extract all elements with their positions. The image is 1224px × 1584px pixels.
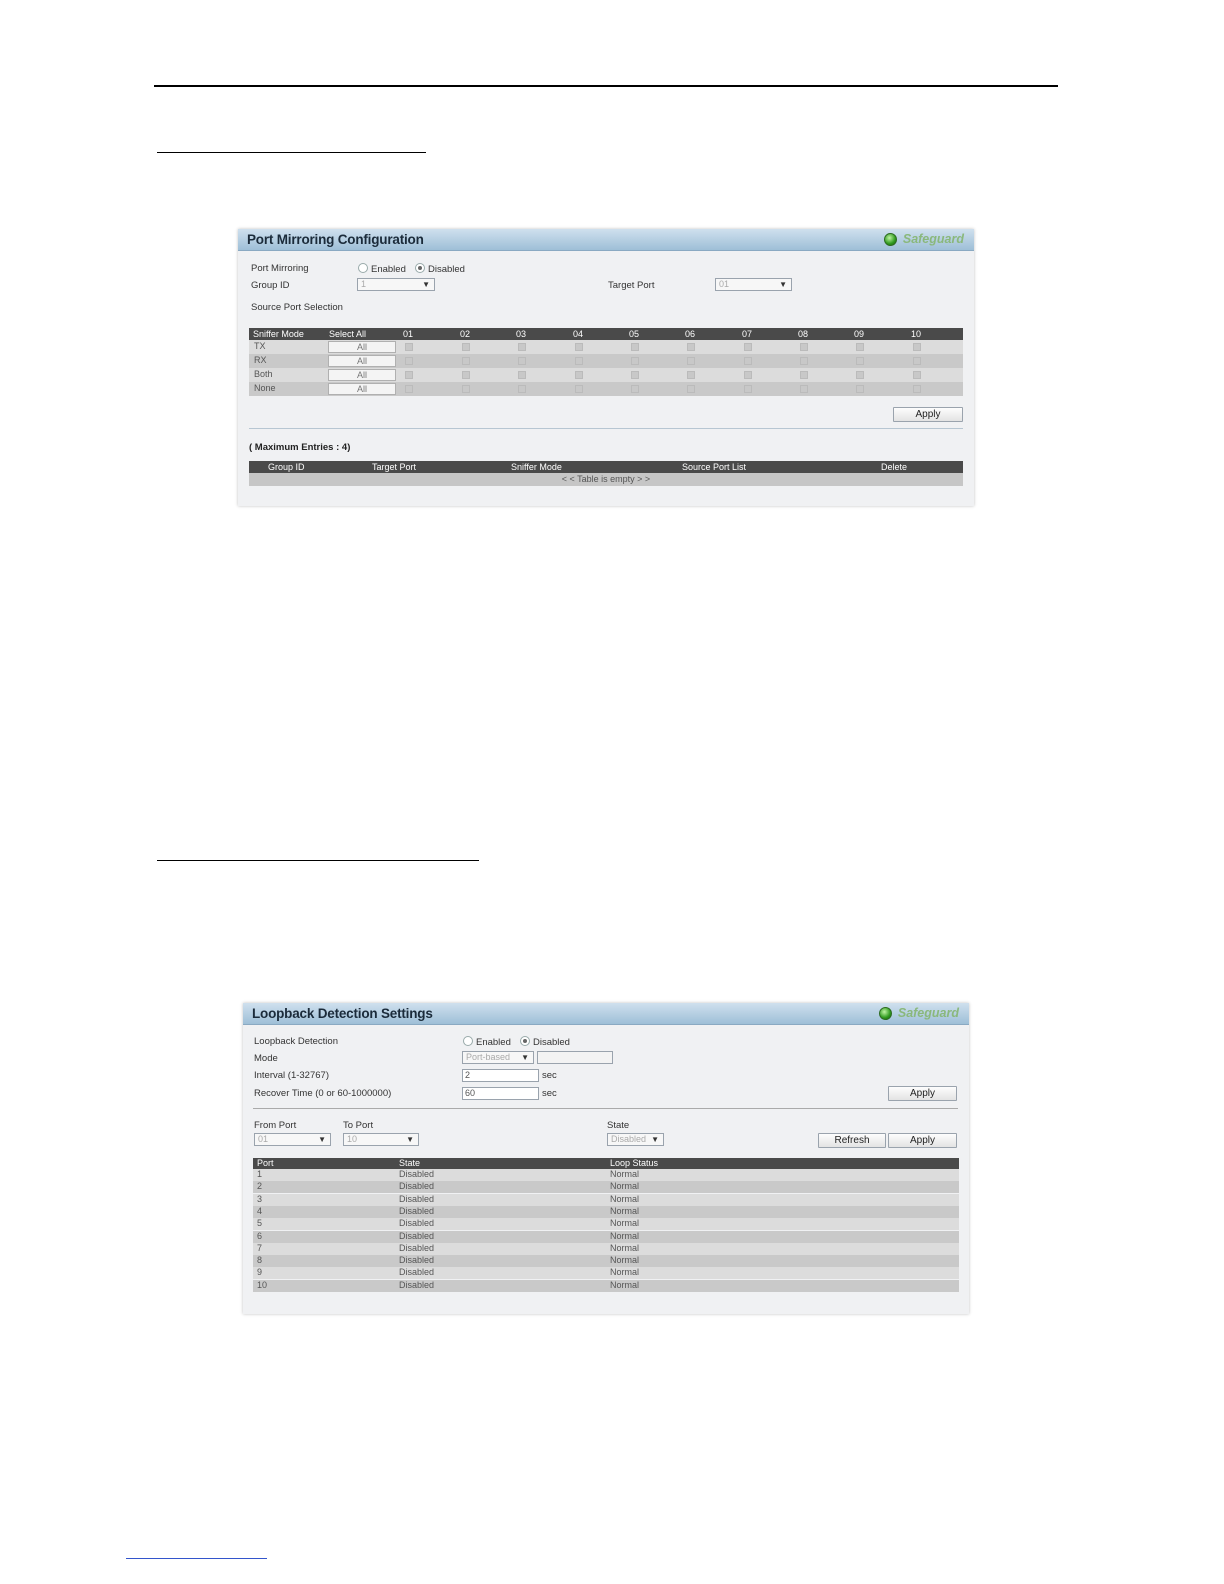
recover-time-input[interactable]: 60 — [462, 1087, 539, 1100]
sniffer-mode-label: None — [254, 383, 276, 393]
port-checkbox[interactable] — [631, 371, 639, 379]
recover-time-unit: sec — [542, 1088, 557, 1099]
column-header: Source Port List — [682, 462, 747, 472]
state-cell: Disabled — [399, 1242, 435, 1253]
select-value: Disabled — [611, 1134, 647, 1144]
radio-label: Disabled — [533, 1037, 570, 1048]
table-row — [253, 1280, 959, 1292]
port-cell: 9 — [257, 1267, 263, 1278]
section-heading-rule-port-mirroring — [157, 152, 426, 153]
state-cell: Disabled — [399, 1193, 435, 1204]
port-checkbox[interactable] — [744, 385, 752, 393]
port-checkbox[interactable] — [687, 371, 695, 379]
recover-time-label: Recover Time (0 or 60-1000000) — [254, 1088, 392, 1099]
port-checkbox[interactable] — [856, 343, 864, 351]
port-checkbox[interactable] — [518, 385, 526, 393]
sniffer-mode-label: RX — [254, 355, 267, 365]
entries-table-header — [249, 461, 963, 473]
interval-input[interactable]: 2 — [462, 1069, 539, 1082]
loop-status-cell: Normal — [610, 1205, 640, 1216]
port-checkbox[interactable] — [462, 385, 470, 393]
dropdown-arrow-icon: ▼ — [318, 1135, 326, 1144]
state-cell: Disabled — [399, 1279, 435, 1290]
dropdown-arrow-icon: ▼ — [651, 1135, 659, 1144]
port-cell: 5 — [257, 1218, 263, 1229]
state-cell: Disabled — [399, 1255, 435, 1266]
loopback-detection-label: Loopback Detection — [254, 1036, 338, 1047]
loop-status-cell: Normal — [610, 1230, 640, 1241]
port-mirroring-label: Port Mirroring — [251, 263, 309, 274]
state-cell: Disabled — [399, 1218, 435, 1229]
port-checkbox[interactable] — [405, 343, 413, 351]
column-header: State — [399, 1158, 421, 1168]
loop-status-cell: Normal — [610, 1279, 640, 1290]
select-value: 01 — [719, 279, 730, 289]
port-checkbox[interactable] — [631, 357, 639, 365]
port-checkbox[interactable] — [462, 343, 470, 351]
loopback-enabled-radio[interactable] — [463, 1036, 511, 1048]
loop-status-table-header — [253, 1158, 959, 1169]
column-header: Delete — [881, 462, 908, 472]
column-header: Loop Status — [610, 1158, 659, 1168]
port-checkbox[interactable] — [913, 343, 921, 351]
select-all-button[interactable]: All — [328, 355, 396, 367]
safeguard-status-icon — [879, 1007, 892, 1020]
port-settings-apply-button[interactable]: Apply — [888, 1133, 957, 1148]
port-checkbox[interactable] — [687, 385, 695, 393]
from-port-select[interactable] — [254, 1133, 331, 1146]
port-checkbox[interactable] — [913, 385, 921, 393]
page-header-rule — [154, 85, 1058, 87]
source-port-selection-label: Source Port Selection — [251, 302, 343, 313]
loopback-detection-panel — [243, 1003, 969, 1314]
column-header: Target Port — [372, 462, 417, 472]
divider — [249, 428, 963, 429]
panel-header — [243, 1003, 969, 1025]
group-id-label: Group ID — [251, 280, 290, 291]
table-row — [253, 1231, 959, 1243]
radio-label: Enabled — [476, 1037, 511, 1048]
port-cell: 6 — [257, 1230, 263, 1241]
mode-select[interactable] — [462, 1051, 534, 1064]
sniffer-mode-row — [249, 382, 963, 396]
select-all-button[interactable]: All — [328, 369, 396, 381]
port-checkbox[interactable] — [856, 371, 864, 379]
port-checkbox[interactable] — [800, 385, 808, 393]
state-label: State — [607, 1120, 630, 1131]
port-checkbox[interactable] — [631, 385, 639, 393]
select-value: Port-based — [466, 1052, 511, 1062]
port-checkbox[interactable] — [575, 371, 583, 379]
dropdown-arrow-icon: ▼ — [422, 280, 430, 289]
radio-icon — [358, 263, 368, 273]
table-row — [253, 1181, 959, 1193]
dropdown-arrow-icon: ▼ — [406, 1135, 414, 1144]
interval-label: Interval (1-32767) — [254, 1070, 329, 1081]
port-checkbox[interactable] — [744, 357, 752, 365]
loop-status-cell: Normal — [610, 1181, 640, 1192]
port-cell: 2 — [257, 1181, 263, 1192]
sniffer-table-header — [249, 328, 963, 340]
column-header: Sniffer Mode — [253, 329, 304, 339]
port-checkbox[interactable] — [631, 343, 639, 351]
table-row — [253, 1255, 959, 1267]
target-port-label: Target Port — [608, 280, 655, 291]
safeguard-label: Safeguard — [897, 1006, 959, 1020]
loop-status-cell: Normal — [610, 1267, 640, 1278]
select-all-button[interactable]: All — [328, 341, 396, 353]
port-checkbox[interactable] — [800, 371, 808, 379]
state-cell: Disabled — [399, 1205, 435, 1216]
port-cell: 8 — [257, 1255, 263, 1266]
select-all-button[interactable]: All — [328, 383, 396, 395]
radio-selected-icon — [520, 1036, 530, 1046]
table-row — [253, 1267, 959, 1279]
port-checkbox[interactable] — [913, 371, 921, 379]
port-checkbox[interactable] — [744, 371, 752, 379]
safeguard-indicator — [884, 232, 964, 246]
port-checkbox[interactable] — [856, 385, 864, 393]
radio-label: Disabled — [428, 264, 465, 275]
loop-status-cell: Normal — [610, 1255, 640, 1266]
port-cell: 10 — [257, 1279, 268, 1290]
port-checkbox[interactable] — [575, 343, 583, 351]
port-checkbox[interactable] — [687, 357, 695, 365]
column-header: 10 — [911, 329, 922, 339]
port-checkbox[interactable] — [518, 371, 526, 379]
interval-unit: sec — [542, 1070, 557, 1081]
port-checkbox[interactable] — [800, 357, 808, 365]
port-mirroring-disabled-radio[interactable] — [415, 263, 465, 275]
loopback-apply-button[interactable]: Apply — [888, 1086, 957, 1101]
select-value: 01 — [258, 1134, 269, 1144]
port-checkbox[interactable] — [405, 371, 413, 379]
empty-table-text: < < Table is empty > > — [561, 474, 651, 484]
port-mirroring-panel — [238, 229, 974, 506]
radio-label: Enabled — [371, 264, 406, 275]
port-checkbox[interactable] — [687, 343, 695, 351]
port-checkbox[interactable] — [405, 385, 413, 393]
dropdown-arrow-icon: ▼ — [779, 280, 787, 289]
port-checkbox[interactable] — [575, 357, 583, 365]
radio-selected-icon — [415, 263, 425, 273]
divider — [253, 1108, 958, 1109]
port-cell: 3 — [257, 1193, 263, 1204]
from-port-label: From Port — [254, 1120, 297, 1131]
dropdown-arrow-icon: ▼ — [521, 1053, 529, 1062]
state-cell: Disabled — [399, 1230, 435, 1241]
target-port-select[interactable] — [715, 278, 792, 291]
column-header: Select All — [329, 329, 367, 339]
port-checkbox[interactable] — [462, 357, 470, 365]
table-row — [253, 1206, 959, 1218]
to-port-label: To Port — [343, 1120, 374, 1131]
state-cell: Disabled — [399, 1169, 435, 1179]
panel-title: Loopback Detection Settings — [252, 1006, 433, 1021]
sniffer-mode-label: TX — [254, 341, 266, 351]
column-header: 02 — [460, 329, 471, 339]
section-heading-rule-loopback — [157, 860, 479, 861]
port-checkbox[interactable] — [800, 343, 808, 351]
loop-status-cell: Normal — [610, 1169, 640, 1179]
loop-status-cell: Normal — [610, 1242, 640, 1253]
state-select[interactable] — [607, 1133, 664, 1146]
port-cell: 7 — [257, 1242, 263, 1253]
safeguard-label: Safeguard — [902, 232, 964, 246]
radio-icon — [463, 1036, 473, 1046]
port-checkbox[interactable] — [744, 343, 752, 351]
mode-label: Mode — [254, 1053, 278, 1064]
column-header: 06 — [685, 329, 696, 339]
mode-extra-field[interactable] — [537, 1051, 613, 1064]
to-port-select[interactable] — [343, 1133, 419, 1146]
port-checkbox[interactable] — [856, 357, 864, 365]
max-entries-label: ( Maximum Entries : 4) — [249, 442, 351, 453]
port-mirroring-enabled-radio[interactable] — [358, 263, 406, 275]
column-header: 04 — [573, 329, 584, 339]
state-cell: Disabled — [399, 1181, 435, 1192]
port-checkbox[interactable] — [913, 357, 921, 365]
table-row — [253, 1194, 959, 1206]
port-checkbox[interactable] — [405, 357, 413, 365]
port-checkbox[interactable] — [518, 343, 526, 351]
refresh-button[interactable]: Refresh — [818, 1133, 886, 1148]
sniffer-mode-row — [249, 354, 963, 368]
sniffer-mode-row — [249, 368, 963, 382]
loopback-disabled-radio[interactable] — [520, 1036, 570, 1048]
sniffer-mode-label: Both — [254, 369, 273, 379]
port-checkbox[interactable] — [575, 385, 583, 393]
column-header: 09 — [854, 329, 865, 339]
group-id-select[interactable] — [357, 278, 435, 291]
table-row — [253, 1169, 959, 1181]
loop-status-cell: Normal — [610, 1193, 640, 1204]
column-header: 08 — [798, 329, 809, 339]
port-cell: 1 — [257, 1169, 263, 1179]
panel-header — [238, 229, 974, 251]
table-row — [253, 1218, 959, 1230]
state-cell: Disabled — [399, 1267, 435, 1278]
select-value: 10 — [347, 1134, 358, 1144]
port-checkbox[interactable] — [462, 371, 470, 379]
select-value: 1 — [361, 279, 367, 289]
safeguard-status-icon — [884, 233, 897, 246]
column-header: 07 — [742, 329, 753, 339]
loop-status-cell: Normal — [610, 1218, 640, 1229]
column-header: 03 — [516, 329, 527, 339]
port-mirroring-apply-button[interactable]: Apply — [893, 407, 963, 422]
footer-link-rule — [126, 1558, 267, 1559]
panel-title: Port Mirroring Configuration — [247, 232, 424, 247]
column-header: 05 — [629, 329, 640, 339]
column-header: 01 — [403, 329, 414, 339]
port-checkbox[interactable] — [518, 357, 526, 365]
column-header: Sniffer Mode — [511, 462, 562, 472]
entries-table-empty-row — [249, 473, 963, 486]
table-row — [253, 1243, 959, 1255]
column-header: Port — [257, 1158, 274, 1168]
port-cell: 4 — [257, 1205, 263, 1216]
column-header: Group ID — [268, 462, 305, 472]
sniffer-mode-row — [249, 340, 963, 354]
safeguard-indicator — [879, 1006, 959, 1020]
